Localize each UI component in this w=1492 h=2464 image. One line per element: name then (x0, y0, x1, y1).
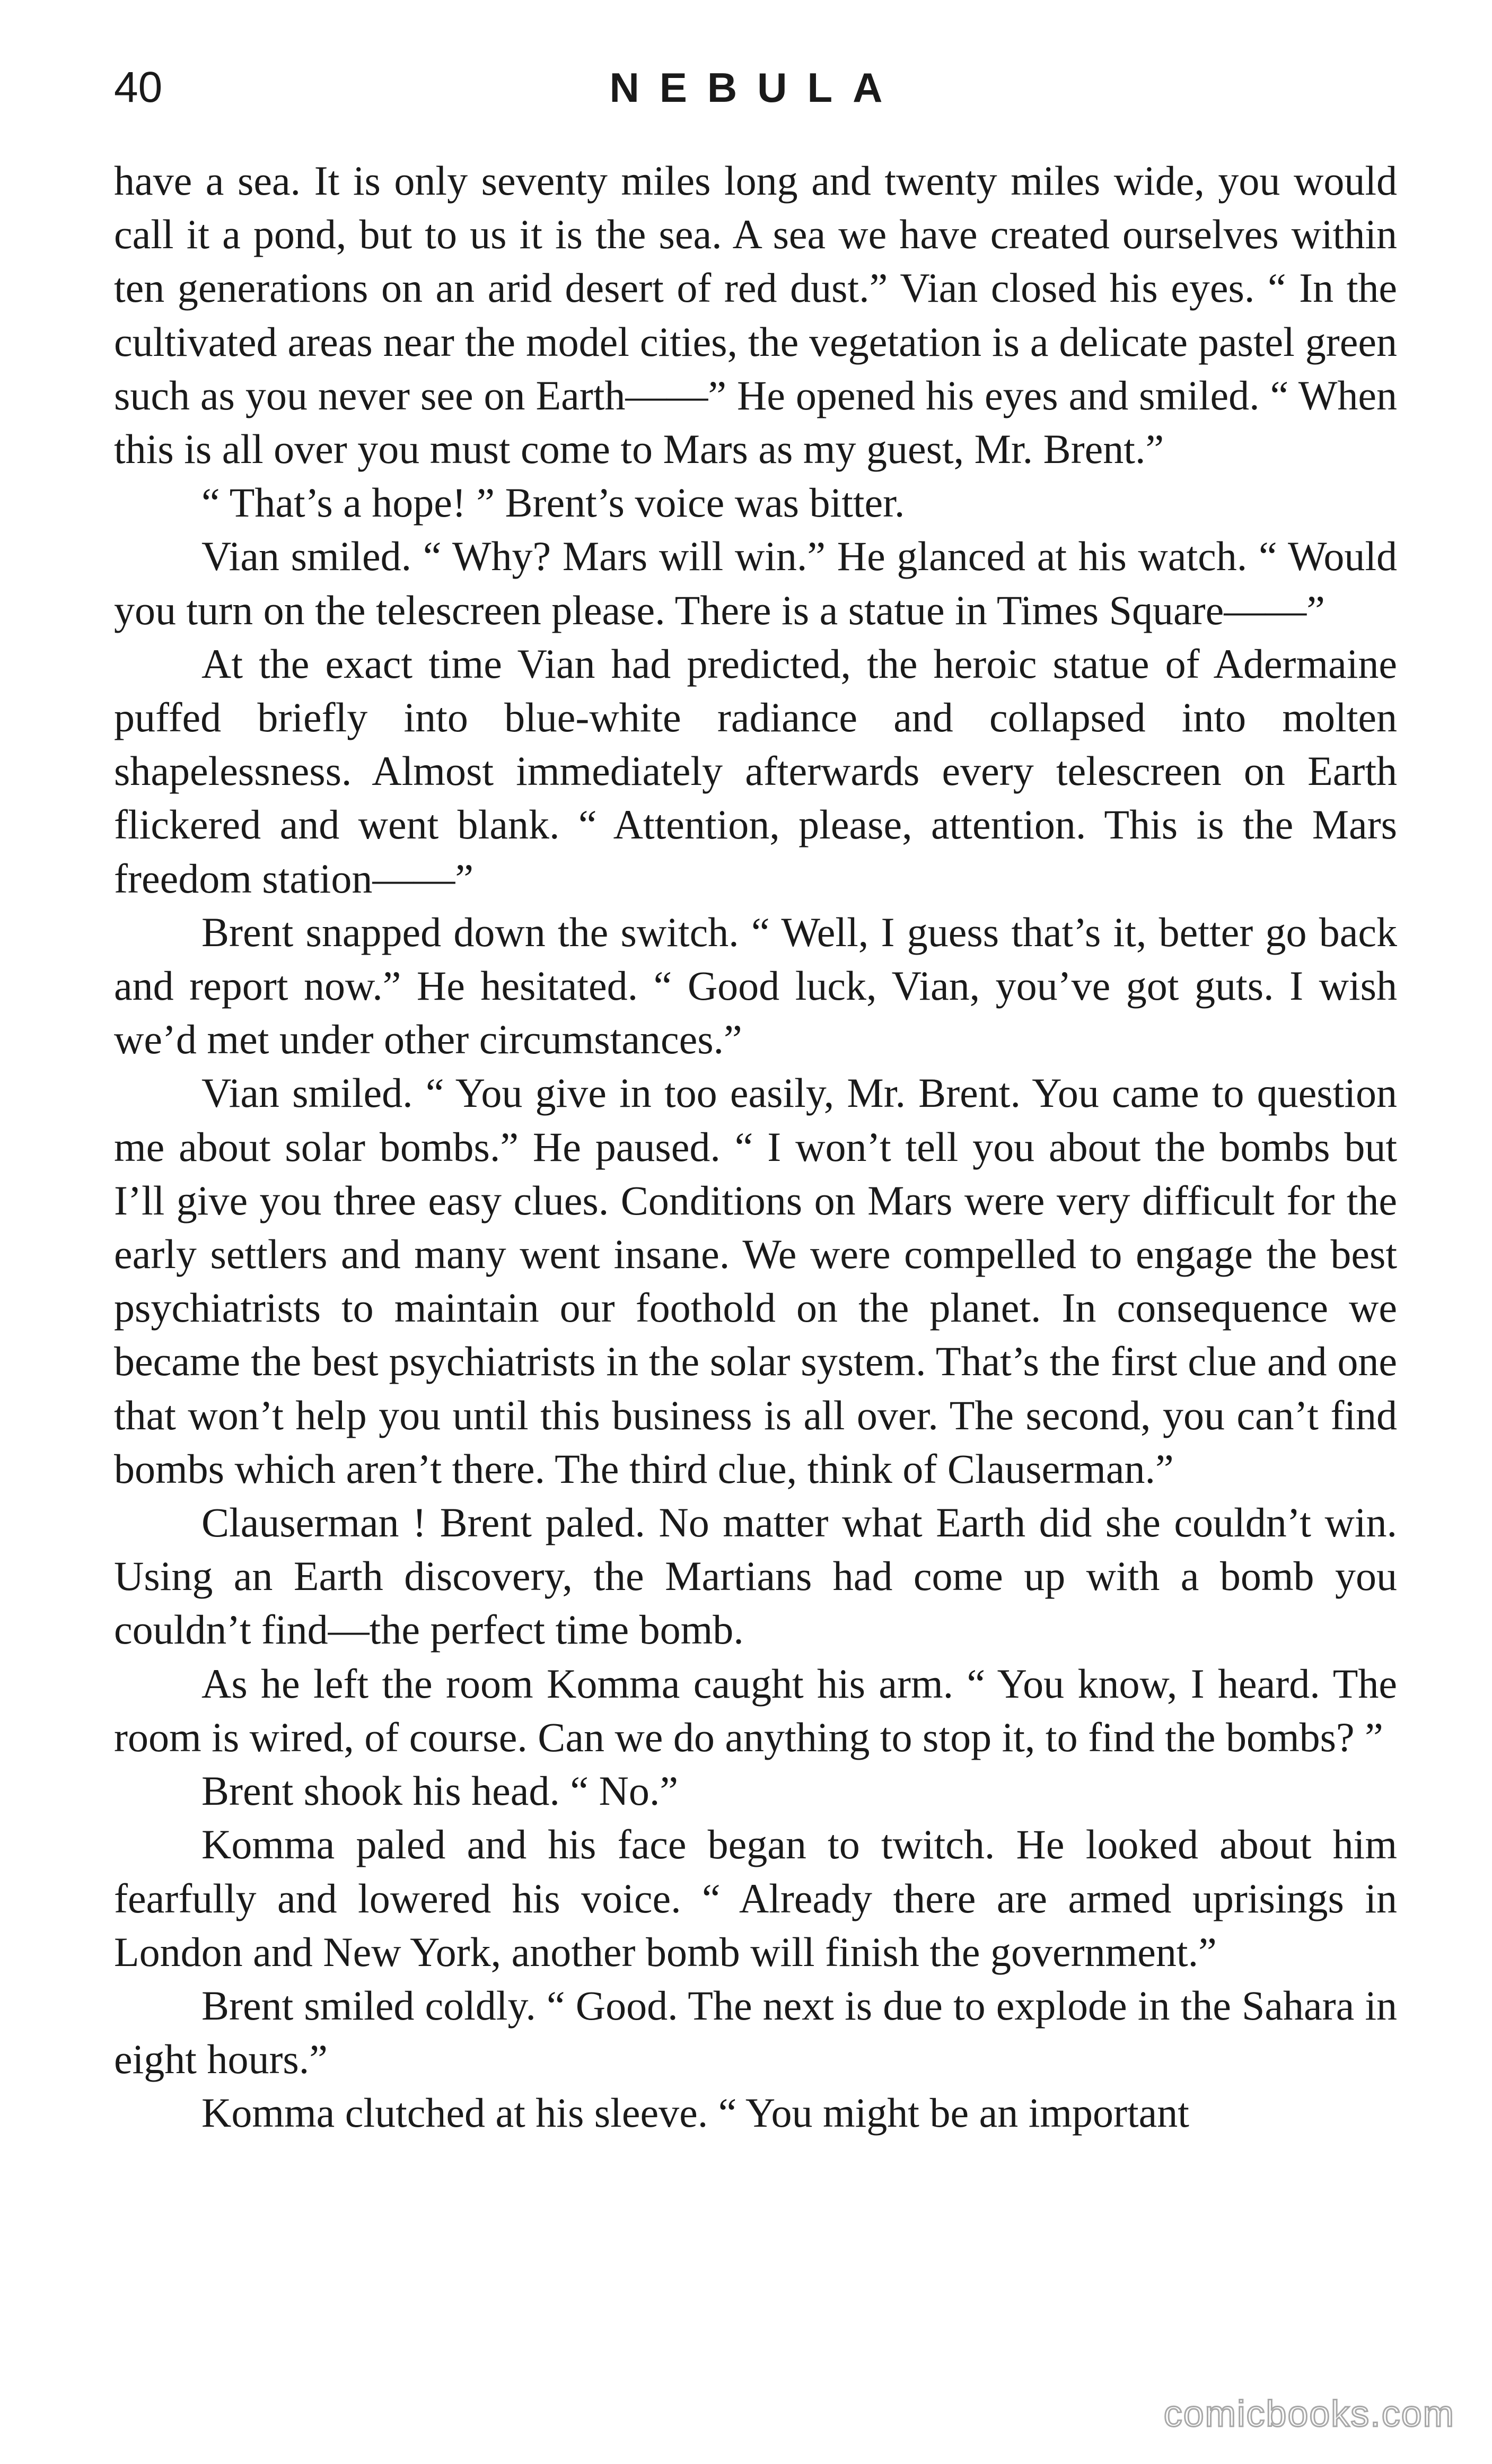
paragraph: At the exact time Vian had predicted, the heroic statue of Adermaine puffed briefly into blue-white radiance and collapsed into molten shapelessness. Almost immediately afterwards every telescreen on Earth flickered and went blank. “ Attention, please, attention. This is the Mars freedom station——” (114, 640, 1397, 902)
page-number: 40 (114, 63, 163, 111)
page-header (114, 53, 1378, 122)
paragraph: “ That’s a hope! ” Brent’s voice was bitter. (201, 479, 905, 526)
paragraph: Clauserman ! Brent paled. No matter what Earth did she couldn’t win. Using an Earth discovery, the Martians had come up with a bomb you couldn’t find—the perfect time bomb. (114, 1499, 1397, 1653)
body-text (114, 154, 1397, 2140)
paragraph: Vian smiled. “ You give in too easily, Mr. Brent. You came to question me about solar bombs.” He paused. “ I won’t tell you about the bombs but I’ll give you three easy clues. Conditions on Mars were very difficult for the early settlers and many went insane. We were compelled to engage the best psychiatrists to maintain our foothold on the planet. In consequence we became the best psychiatrists in the solar system. That’s the first clue and one that won’t help you until this business is all over. The second, you can’t find bombs which aren’t there. The third clue, think of Clauserman.” (114, 1070, 1397, 1492)
paragraph: As he left the room Komma caught his arm. “ You know, I heard. The room is wired, of course. Can we do anything to stop it, to find the bombs? ” (114, 1660, 1397, 1760)
paragraph: have a sea. It is only seventy miles long and twenty miles wide, you would call it a pond, but to us it is the sea. A sea we have created ourselves within ten generations on an arid desert of red dust.” Vian closed his eyes. “ In the cultivated areas near the model cities, the vegetation is a delicate pastel green such as you never see on Earth——” He opened his eyes and smiled. “ When this is all over you must come to Mars as my guest, Mr. Brent.” (114, 158, 1397, 473)
paragraph: Komma paled and his face began to twitch. He looked about him fearfully and lowered his voice. “ Already there are armed uprisings in London and New York, another bomb will finish the government.” (114, 1821, 1397, 1975)
watermark: comicbooks.com (1163, 2393, 1455, 2434)
paragraph: Brent smiled coldly. “ Good. The next is due to explode in the Sahara in eight hours.” (114, 1982, 1397, 2083)
paragraph: Vian smiled. “ Why? Mars will win.” He glanced at his watch. “ Would you turn on the telescreen please. There is a statue in Times Square——” (114, 533, 1397, 633)
paragraph: Brent snapped down the switch. “ Well, I guess that’s it, better go back and report now.” He hesitated. “ Good luck, Vian, you’ve got guts. I wish we’d met under other circumstances.” (114, 908, 1397, 1063)
paragraph: Brent shook his head. “ No.” (201, 1768, 678, 1814)
running-head: NEBULA (609, 64, 903, 111)
paragraph: Komma clutched at his sleeve. “ You might be an important (201, 2090, 1189, 2136)
